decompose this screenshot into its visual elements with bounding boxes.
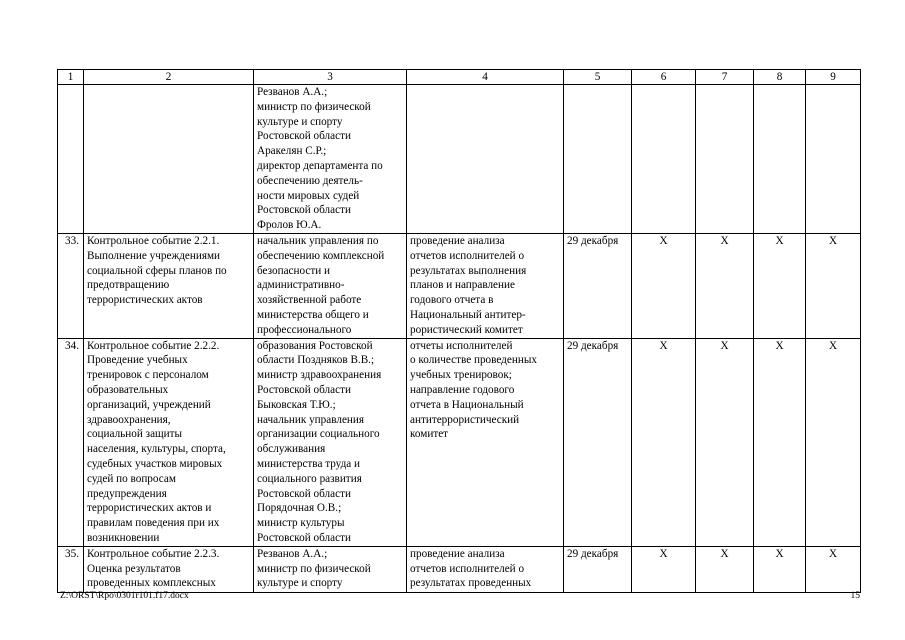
result-cell: отчеты исполнителей о количестве проведенных учебных тренировок; направление годового отчета в Национальный антитеррористический комитет	[407, 338, 564, 546]
responsible-cell: начальник управления по обеспечению комплексной безопасности и административно- хозяйственной работе министерства общего и профессионального	[254, 234, 407, 339]
table-row	[58, 234, 861, 339]
mark-cell: X	[632, 338, 696, 546]
event-cell	[84, 85, 254, 234]
mark-cell: X	[696, 546, 754, 592]
header-cell: 6	[632, 70, 696, 85]
mark-cell: X	[632, 546, 696, 592]
date-cell: 29 декабря	[564, 234, 632, 339]
mark-cell: X	[696, 338, 754, 546]
mark-cell: X	[806, 234, 861, 339]
table-row	[58, 338, 861, 546]
date-cell: 29 декабря	[564, 546, 632, 592]
date-cell	[564, 85, 632, 234]
mark-cell: X	[806, 546, 861, 592]
event-cell: Контрольное событие 2.2.1. Выполнение учреждениями социальной сферы планов по предотвращению террористических актов	[84, 234, 254, 339]
footer-file-path: Z:\ORST\Rpo\0301r101.f17.docx	[60, 591, 189, 601]
plan-table	[57, 69, 861, 593]
header-cell: 2	[84, 70, 254, 85]
table-row	[58, 546, 861, 592]
responsible-cell: Резванов А.А.; министр по физической культуре и спорту	[254, 546, 407, 592]
mark-cell: X	[754, 234, 806, 339]
mark-cell	[754, 85, 806, 234]
header-cell: 8	[754, 70, 806, 85]
result-cell: проведение анализа отчетов исполнителей о результатах проведенных	[407, 546, 564, 592]
mark-cell: X	[806, 338, 861, 546]
header-cell: 5	[564, 70, 632, 85]
result-cell: проведение анализа отчетов исполнителей о результатах выполнения планов и направление годового отчета в Национальный антитер- рористический комитет	[407, 234, 564, 339]
header-cell: 1	[58, 70, 84, 85]
mark-cell	[632, 85, 696, 234]
mark-cell: X	[632, 234, 696, 339]
mark-cell: X	[696, 234, 754, 339]
table-row	[58, 85, 861, 234]
row-number	[58, 85, 84, 234]
header-cell: 9	[806, 70, 861, 85]
footer-page-number: 15	[850, 591, 860, 601]
event-cell: Контрольное событие 2.2.3. Оценка результатов проведенных комплексных	[84, 546, 254, 592]
date-cell: 29 декабря	[564, 338, 632, 546]
result-cell	[407, 85, 564, 234]
mark-cell: X	[754, 338, 806, 546]
mark-cell	[806, 85, 861, 234]
responsible-cell: образования Ростовской области Поздняков В.В.; министр здравоохранения Ростовской области Быковская Т.Ю.; начальник управления организации социального обслуживания министерства труда и социального развития Ростовской области Порядочная О.В.; министр культуры Ростовской области	[254, 338, 407, 546]
header-row	[58, 70, 861, 85]
responsible-cell: Резванов А.А.; министр по физической культуре и спорту Ростовской области Аракелян С.Р.; директор департамента по обеспечению деятель- ности мировых судей Ростовской области Фролов Ю.А.	[254, 85, 407, 234]
mark-cell	[696, 85, 754, 234]
row-number: 33.	[58, 234, 84, 339]
header-cell: 7	[696, 70, 754, 85]
header-cell: 3	[254, 70, 407, 85]
mark-cell: X	[754, 546, 806, 592]
event-cell: Контрольное событие 2.2.2. Проведение учебных тренировок с персоналом образовательных организаций, учреждений здравоохранения, социальной защиты населения, культуры, спорта, судебных участков мировых судей по вопросам предупреждения террористических актов и правилам поведения при их возникновении	[84, 338, 254, 546]
row-number: 34.	[58, 338, 84, 546]
header-cell: 4	[407, 70, 564, 85]
row-number: 35.	[58, 546, 84, 592]
